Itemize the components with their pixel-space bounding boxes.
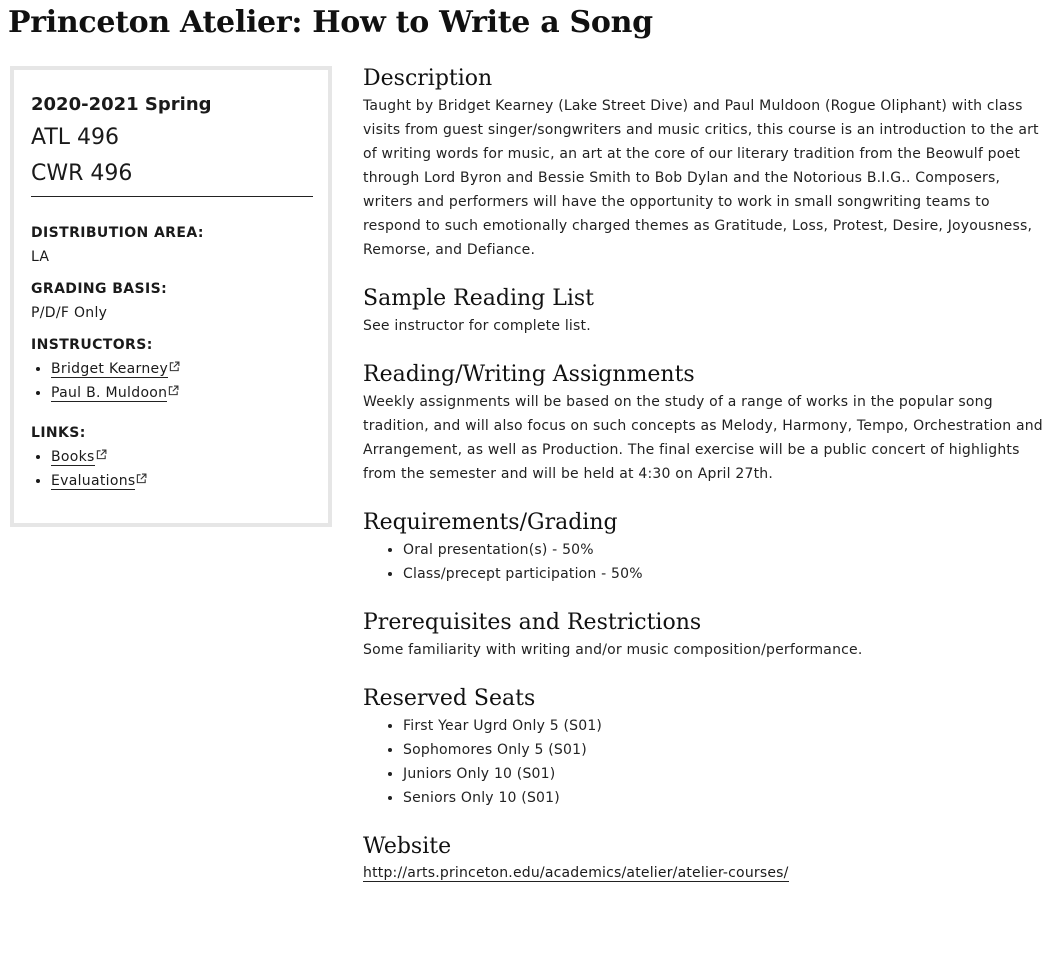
instructor-link-muldoon[interactable]: Paul B. Muldoon <box>51 385 168 401</box>
reserved-seats-list <box>363 714 1043 810</box>
list-item: • Oral presentation(s) - 50% <box>403 538 1043 562</box>
assignments-heading: Reading/Writing Assignments <box>363 362 695 387</box>
evaluations-link[interactable]: Evaluations <box>51 473 136 489</box>
course-code-atl: ATL 496 <box>31 125 120 150</box>
website-heading: Website <box>363 834 452 859</box>
course-codes <box>31 120 313 197</box>
prerequisites-text: Some familiarity with writing and/or music composition/performance. <box>363 642 863 658</box>
course-code-cwr: CWR 496 <box>31 161 133 186</box>
list-item <box>51 445 312 469</box>
list-item: • Class/precept participation - 50% <box>403 562 1043 586</box>
external-link-icon <box>136 473 147 484</box>
requirements-heading: Requirements/Grading <box>363 510 618 535</box>
reading-list-text: See instructor for complete list. <box>363 318 591 334</box>
links-list <box>31 445 312 493</box>
website-link[interactable]: http://arts.princeton.edu/academics/atelier/atelier-courses/ <box>363 865 789 881</box>
list-item: • Juniors Only 10 (S01) <box>403 762 1043 786</box>
assignments-text: Weekly assignments will be based on the study of a range of works in the popular song tradition, and will also focus on such concepts as Melody, Harmony, Tempo, Orchestration and Arrangement, as well as Production. The final exercise will be a public concert of highlights from the semester and will be held at 4:30 on April 27th. <box>363 394 1043 482</box>
grading-basis-label: GRADING BASIS: <box>31 281 168 297</box>
prerequisites-heading: Prerequisites and Restrictions <box>363 610 702 635</box>
instructors-label: INSTRUCTORS: <box>31 337 153 353</box>
course-info-sidebar <box>10 66 332 527</box>
requirements-section <box>363 508 1043 586</box>
external-link-icon <box>169 361 180 372</box>
reading-list-section <box>363 284 1043 338</box>
grading-basis-value: P/D/F Only <box>31 305 108 321</box>
page-title: Princeton Atelier: How to Write a Song <box>8 5 653 40</box>
instructor-link-kearney[interactable]: Bridget Kearney <box>51 361 169 377</box>
description-section <box>363 64 1043 262</box>
books-link[interactable]: Books <box>51 449 95 465</box>
prerequisites-section <box>363 608 1043 662</box>
distribution-area-value: LA <box>31 249 50 265</box>
distribution-area-label: DISTRIBUTION AREA: <box>31 225 204 241</box>
requirements-list <box>363 538 1043 586</box>
website-section <box>363 832 1043 881</box>
list-item: • Sophomores Only 5 (S01) <box>403 738 1043 762</box>
external-link-icon <box>168 385 179 396</box>
course-details <box>363 64 1043 903</box>
description-text: Taught by Bridget Kearney (Lake Street Dive) and Paul Muldoon (Rogue Oliphant) with class visits from guest singer/songwriters and music critics, this course is an introduction to the art of writing words for music, an art at the core of our literary tradition from the Beowulf poet through Lord Byron and Bessie Smith to Bob Dylan and the Notorious B.I.G.. Composers, writers and performers will have the opportunity to work in small songwriting teams to respond to such emotionally charged themes as Gratitude, Loss, Protest, Desire, Joyousness, Remorse, and Defiance. <box>363 98 1039 258</box>
list-item <box>51 469 312 493</box>
list-item <box>51 357 312 381</box>
external-link-icon <box>96 449 107 460</box>
links-label: LINKS: <box>31 425 86 441</box>
reserved-seats-section <box>363 684 1043 810</box>
instructors-list <box>31 357 312 405</box>
term: 2020-2021 Spring <box>31 94 212 115</box>
list-item: • First Year Ugrd Only 5 (S01) <box>403 714 1043 738</box>
description-heading: Description <box>363 66 493 91</box>
reserved-seats-heading: Reserved Seats <box>363 686 536 711</box>
list-item: • Seniors Only 10 (S01) <box>403 786 1043 810</box>
reading-list-heading: Sample Reading List <box>363 286 595 311</box>
assignments-section <box>363 360 1043 486</box>
list-item <box>51 381 312 405</box>
